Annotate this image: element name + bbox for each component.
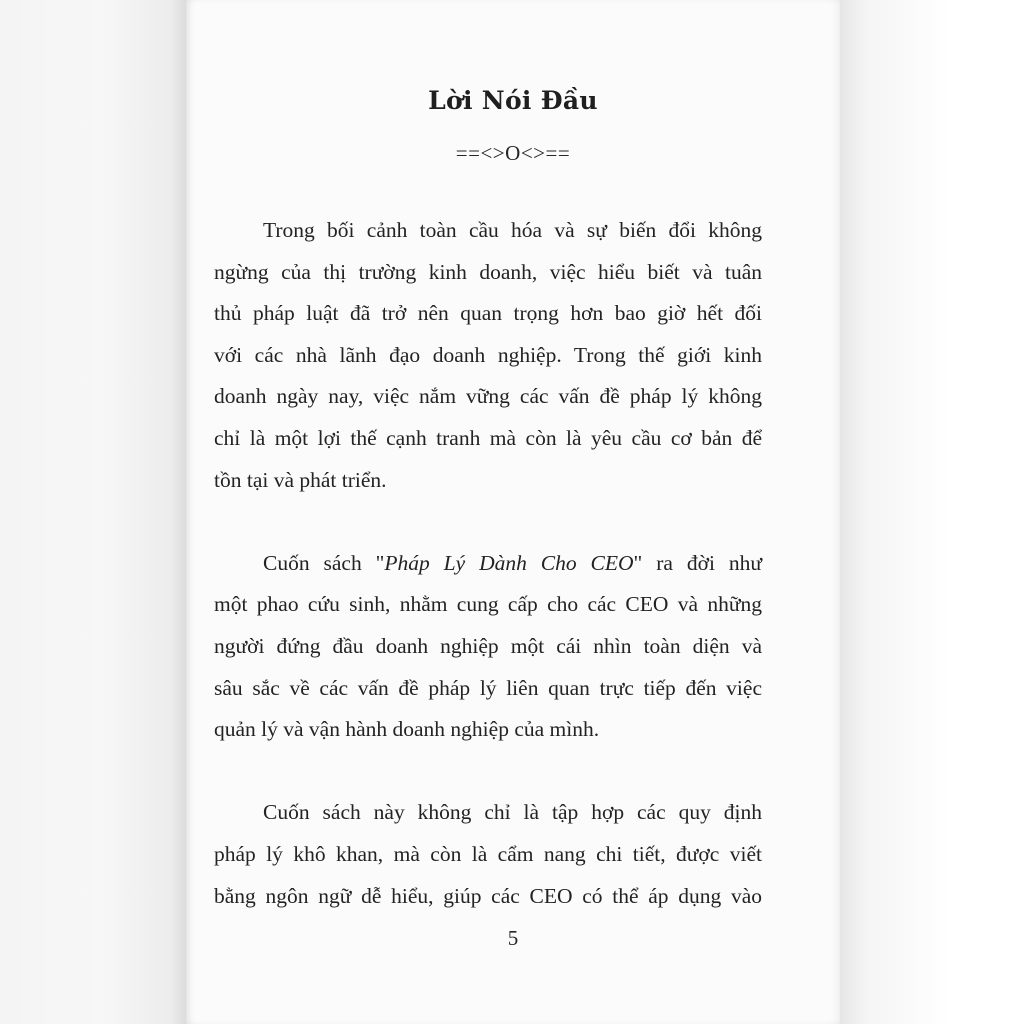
paragraph-2 xyxy=(214,543,762,751)
text-line: thủ pháp luật đã trở nên quan trọng hơn bao giờ hết đối xyxy=(214,301,762,326)
book-title-italic: Pháp Lý Dành Cho CEO xyxy=(384,550,634,575)
text-line: người đứng đầu doanh nghiệp một cái nhìn toàn diện và xyxy=(214,633,762,658)
text-line: Cuốn sách này không chỉ là tập hợp các quy định xyxy=(263,800,762,825)
page-number: 5 xyxy=(507,926,519,950)
page-title: Lời Nói Đầu xyxy=(428,86,598,115)
paragraph-1 xyxy=(214,210,762,501)
text-line: quản lý và vận hành doanh nghiệp của mình. xyxy=(214,717,600,742)
text-run: " ra đời như xyxy=(633,550,762,575)
title-ornament: ==<>O<>== xyxy=(455,141,571,165)
book-page xyxy=(186,0,840,1024)
left-background xyxy=(0,0,186,1024)
paragraph-3 xyxy=(214,792,762,917)
text-run: Cuốn sách " xyxy=(263,550,385,575)
text-line: bằng ngôn ngữ dễ hiểu, giúp các CEO có thể áp dụng vào xyxy=(214,883,762,908)
text-line: doanh ngày nay, việc nắm vững các vấn đề pháp lý không xyxy=(214,384,762,409)
text-line: tồn tại và phát triển. xyxy=(214,467,387,492)
body-text xyxy=(214,210,762,959)
right-background xyxy=(840,0,1024,1024)
text-line: với các nhà lãnh đạo doanh nghiệp. Trong thế giới kinh xyxy=(214,342,762,367)
text-line: pháp lý khô khan, mà còn là cẩm nang chi tiết, được viết xyxy=(214,841,762,866)
text-line: một phao cứu sinh, nhằm cung cấp cho các CEO và những xyxy=(214,592,762,617)
text-line: chỉ là một lợi thế cạnh tranh mà còn là yêu cầu cơ bản để xyxy=(214,425,762,450)
text-line xyxy=(214,543,762,585)
text-line: ngừng của thị trường kinh doanh, việc hiểu biết và tuân xyxy=(214,259,762,284)
text-line: Trong bối cảnh toàn cầu hóa và sự biến đổi không xyxy=(263,218,762,242)
text-line: sâu sắc về các vấn đề pháp lý liên quan trực tiếp đến việc xyxy=(214,675,762,700)
